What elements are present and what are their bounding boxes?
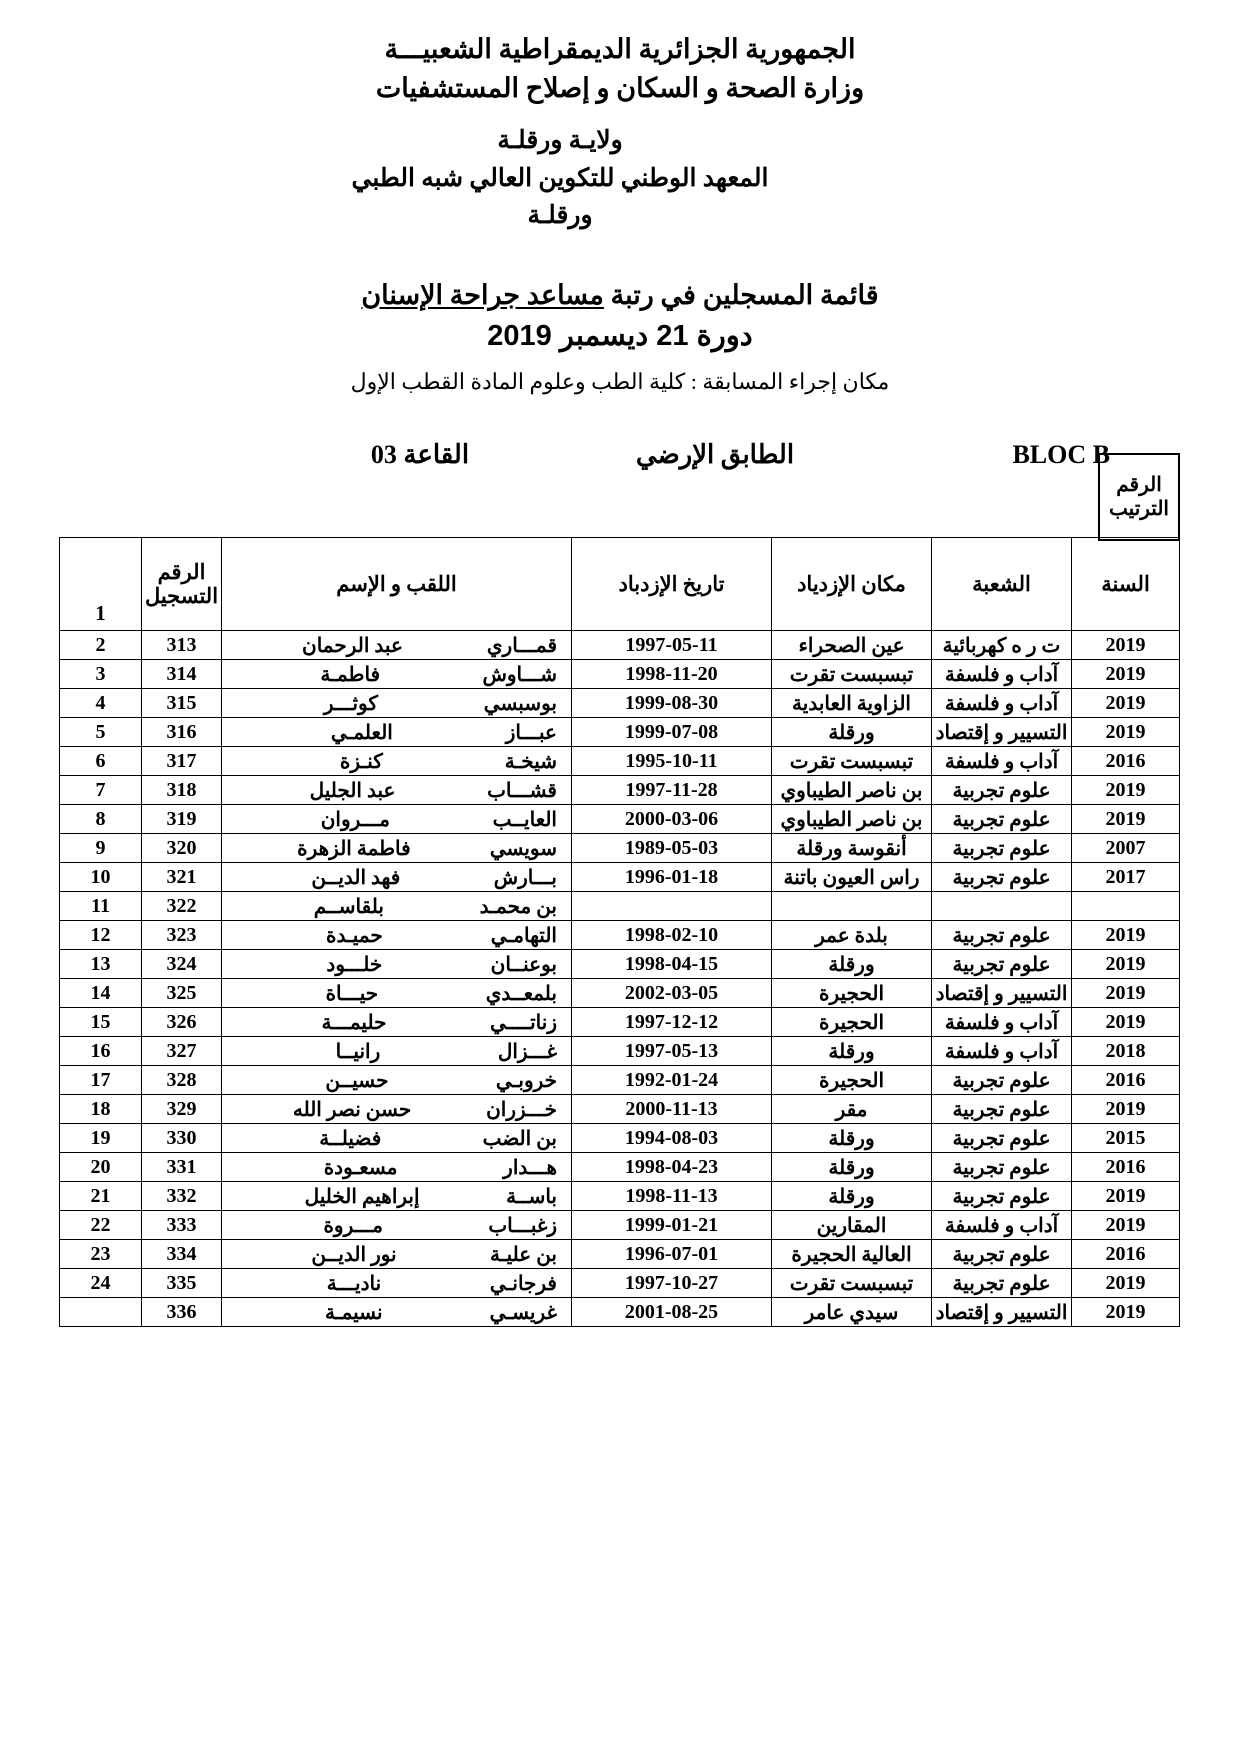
cell-pob: أنقوسة ورقلة xyxy=(772,834,932,863)
cell-dob: 1997-05-11 xyxy=(572,631,772,660)
cell-reg: 322 xyxy=(142,892,222,921)
name-last: بن عليـة xyxy=(490,1243,557,1266)
cell-rank: 19 xyxy=(60,1124,142,1153)
cell-dob: 1997-10-27 xyxy=(572,1269,772,1298)
cell-dob: 1998-11-20 xyxy=(572,660,772,689)
cell-year: 2016 xyxy=(1072,747,1180,776)
cell-name xyxy=(222,1182,572,1211)
cell-branch: ت ر ه كهربائية xyxy=(932,631,1072,660)
cell-reg: 329 xyxy=(142,1095,222,1124)
table-row xyxy=(60,1153,1180,1182)
name-last: التهامـي xyxy=(490,924,557,947)
cell-year: 2019 xyxy=(1072,921,1180,950)
cell-rank: 11 xyxy=(60,892,142,921)
cell-dob: 1995-10-11 xyxy=(572,747,772,776)
cell-reg: 321 xyxy=(142,863,222,892)
table-row xyxy=(60,747,1180,776)
table-body xyxy=(60,631,1180,1327)
title-block xyxy=(0,275,1240,400)
cell-reg: 319 xyxy=(142,805,222,834)
table-header-row xyxy=(60,538,1180,631)
cell-pob: الحجيرة xyxy=(772,1066,932,1095)
cell-branch: التسيير و إقتصاد xyxy=(932,718,1072,747)
cell-dob: 2002-03-05 xyxy=(572,979,772,1008)
cell-branch: علوم تجربية xyxy=(932,1095,1072,1124)
cell-reg: 315 xyxy=(142,689,222,718)
cell-name xyxy=(222,950,572,979)
page-title xyxy=(0,275,1240,316)
cell-branch: علوم تجربية xyxy=(932,1066,1072,1095)
cell-branch: آداب و فلسفة xyxy=(932,1037,1072,1066)
cell-pob: ورقلة xyxy=(772,1037,932,1066)
name-last: زناتــــي xyxy=(490,1011,557,1034)
cell-pob: سيدي عامر xyxy=(772,1298,932,1327)
cell-dob: 2000-11-13 xyxy=(572,1095,772,1124)
cell-reg: 327 xyxy=(142,1037,222,1066)
cell-reg: 320 xyxy=(142,834,222,863)
cell-rank: 13 xyxy=(60,950,142,979)
table-row xyxy=(60,1240,1180,1269)
cell-rank: 15 xyxy=(60,1008,142,1037)
table-row xyxy=(60,921,1180,950)
rank-header-line2: الترتيب xyxy=(1109,498,1169,520)
column-header-name: اللقب و الإسم xyxy=(222,538,572,631)
name-first: خلـــود xyxy=(326,953,383,976)
cell-name xyxy=(222,863,572,892)
registration-header-line1: الرقم xyxy=(157,559,206,584)
cell-pob: المقارين xyxy=(772,1211,932,1240)
cell-year: 2019 xyxy=(1072,631,1180,660)
name-first: حميـدة xyxy=(325,924,383,947)
name-last: سويسي xyxy=(489,837,557,860)
cell-pob: ورقلة xyxy=(772,718,932,747)
cell-dob: 1997-12-12 xyxy=(572,1008,772,1037)
cell-year: 2019 xyxy=(1072,805,1180,834)
name-first: حسن نصر الله xyxy=(292,1098,412,1121)
cell-name xyxy=(222,921,572,950)
table-row xyxy=(60,1211,1180,1240)
cell-reg: 331 xyxy=(142,1153,222,1182)
cell-pob: ورقلة xyxy=(772,950,932,979)
table-row xyxy=(60,863,1180,892)
name-last: خـــزران xyxy=(486,1098,557,1121)
cell-dob: 1998-02-10 xyxy=(572,921,772,950)
cell-pob: مقر xyxy=(772,1095,932,1124)
registration-header-line2: التسجيل xyxy=(144,584,219,608)
name-first: نسيمـة xyxy=(324,1301,383,1324)
cell-branch: علوم تجربية xyxy=(932,863,1072,892)
cell-dob: 1994-08-03 xyxy=(572,1124,772,1153)
venue-row xyxy=(0,440,1240,470)
cell-reg: 336 xyxy=(142,1298,222,1327)
rank-header-line1: الرقم xyxy=(1116,474,1162,496)
table-row xyxy=(60,1066,1180,1095)
cell-reg: 328 xyxy=(142,1066,222,1095)
table-row xyxy=(60,1095,1180,1124)
table-row xyxy=(60,718,1180,747)
cell-reg: 314 xyxy=(142,660,222,689)
table-row xyxy=(60,631,1180,660)
cell-pob: عين الصحراء xyxy=(772,631,932,660)
cell-year xyxy=(1072,892,1180,921)
cell-name xyxy=(222,834,572,863)
cell-branch: علوم تجربية xyxy=(932,1240,1072,1269)
cell-name xyxy=(222,1095,572,1124)
name-first: العلمـي xyxy=(330,721,393,744)
cell-reg: 313 xyxy=(142,631,222,660)
registration-header-inner xyxy=(142,560,221,608)
cell-name xyxy=(222,1298,572,1327)
cell-branch: آداب و فلسفة xyxy=(932,660,1072,689)
table-row xyxy=(60,950,1180,979)
cell-dob: 1999-07-08 xyxy=(572,718,772,747)
name-last: باســة xyxy=(506,1185,557,1208)
cell-rank: 3 xyxy=(60,660,142,689)
name-last: زغبـــاب xyxy=(488,1214,557,1237)
name-first: مـــروة xyxy=(323,1214,383,1237)
column-header-rank: 1 xyxy=(60,538,142,631)
table-row xyxy=(60,1037,1180,1066)
cell-dob: 1998-04-23 xyxy=(572,1153,772,1182)
venue-hall: القاعة 03 xyxy=(370,440,470,470)
cell-dob: 1992-01-24 xyxy=(572,1066,772,1095)
cell-pob: بلدة عمر xyxy=(772,921,932,950)
title-prefix: قائمة المسجلين في رتبة xyxy=(603,279,879,310)
cell-pob xyxy=(772,892,932,921)
name-last: غريسـي xyxy=(489,1301,557,1324)
cell-year: 2016 xyxy=(1072,1153,1180,1182)
name-first: حيـــاة xyxy=(325,982,379,1005)
cell-branch: علوم تجربية xyxy=(932,1153,1072,1182)
cell-rank: 9 xyxy=(60,834,142,863)
cell-name xyxy=(222,689,572,718)
name-last: بوعنــان xyxy=(490,953,557,976)
cell-rank: 4 xyxy=(60,689,142,718)
name-last: غـــزال xyxy=(497,1040,557,1063)
column-header-birth-date: تاريخ الإزدباد xyxy=(572,538,772,631)
cell-rank: 12 xyxy=(60,921,142,950)
cell-year: 2019 xyxy=(1072,718,1180,747)
cell-year: 2007 xyxy=(1072,834,1180,863)
cell-dob: 1997-11-28 xyxy=(572,776,772,805)
exam-place: مكان إجراء المسابقة : كلية الطب وعلوم المادة القطب الإول xyxy=(350,368,890,394)
column-header-birth-place: مكان الإزدياد xyxy=(772,538,932,631)
ministry-name: وزارة الصحة و السكان و إصلاح المستشفيات xyxy=(375,73,865,104)
name-last: بوسبسي xyxy=(483,692,557,715)
column-header-branch: الشعبة xyxy=(932,538,1072,631)
cell-pob: راس العيون باتنة xyxy=(772,863,932,892)
name-last: شيخـة xyxy=(504,750,557,773)
cell-dob: 1996-07-01 xyxy=(572,1240,772,1269)
cell-dob: 2001-08-25 xyxy=(572,1298,772,1327)
cell-year: 2019 xyxy=(1072,1298,1180,1327)
city-name: ورقلـة xyxy=(527,202,593,230)
cell-pob: بن ناصر الطيباوي xyxy=(772,776,932,805)
name-first: ناديـــة xyxy=(326,1272,382,1295)
cell-rank: 16 xyxy=(60,1037,142,1066)
cell-branch: آداب و فلسفة xyxy=(932,689,1072,718)
cell-branch: علوم تجربية xyxy=(932,1124,1072,1153)
cell-year: 2015 xyxy=(1072,1124,1180,1153)
name-first: فاطمـة xyxy=(320,663,381,686)
cell-year: 2019 xyxy=(1072,1095,1180,1124)
name-first: كنـزة xyxy=(339,750,383,773)
table-row xyxy=(60,1269,1180,1298)
rank-column-header-box xyxy=(1098,453,1180,541)
institute-name: المعهد الوطني للتكوين العالي شبه الطبي xyxy=(351,164,769,192)
cell-pob: ورقلة xyxy=(772,1182,932,1211)
cell-year: 2016 xyxy=(1072,1240,1180,1269)
cell-year: 2019 xyxy=(1072,1182,1180,1211)
name-first: بلقاســم xyxy=(313,895,384,918)
name-last: قمـــاري xyxy=(486,634,557,657)
table-row xyxy=(60,1298,1180,1327)
cell-name xyxy=(222,718,572,747)
cell-rank: 18 xyxy=(60,1095,142,1124)
cell-reg: 335 xyxy=(142,1269,222,1298)
cell-year: 2019 xyxy=(1072,689,1180,718)
name-last: بلمعــدي xyxy=(485,982,557,1005)
cell-year: 2019 xyxy=(1072,1211,1180,1240)
name-first: إبراهيم الخليل xyxy=(304,1185,420,1208)
cell-branch: علوم تجربية xyxy=(932,805,1072,834)
name-last: قشـــاب xyxy=(487,779,557,802)
cell-pob: تبسبست تقرت xyxy=(772,1269,932,1298)
name-last: خروبـي xyxy=(495,1069,557,1092)
cell-year: 2017 xyxy=(1072,863,1180,892)
cell-dob: 2000-03-06 xyxy=(572,805,772,834)
cell-year: 2019 xyxy=(1072,660,1180,689)
cell-year: 2019 xyxy=(1072,776,1180,805)
name-first: مـــروان xyxy=(320,808,390,831)
name-last: بن الضب xyxy=(482,1127,557,1150)
cell-name xyxy=(222,979,572,1008)
cell-pob: الحجيرة xyxy=(772,979,932,1008)
table-row xyxy=(60,979,1180,1008)
cell-rank: 2 xyxy=(60,631,142,660)
cell-name xyxy=(222,1269,572,1298)
cell-branch: آداب و فلسفة xyxy=(932,747,1072,776)
cell-reg: 324 xyxy=(142,950,222,979)
table-row xyxy=(60,1008,1180,1037)
cell-name xyxy=(222,1240,572,1269)
cell-pob: تبسبست تقرت xyxy=(772,747,932,776)
table-row xyxy=(60,892,1180,921)
cell-dob: 1996-01-18 xyxy=(572,863,772,892)
cell-name xyxy=(222,776,572,805)
name-last: بن محمـد xyxy=(479,895,557,918)
venue-bloc: BLOC B xyxy=(1012,440,1110,470)
masthead xyxy=(0,0,1240,108)
cell-name xyxy=(222,631,572,660)
cell-dob: 1997-05-13 xyxy=(572,1037,772,1066)
cell-year: 2018 xyxy=(1072,1037,1180,1066)
name-first: حسيــن xyxy=(325,1069,389,1092)
cell-name xyxy=(222,1008,572,1037)
cell-branch: آداب و فلسفة xyxy=(932,1211,1072,1240)
cell-pob: الحجيرة xyxy=(772,1008,932,1037)
cell-pob: العالية الحجيرة xyxy=(772,1240,932,1269)
cell-rank: 20 xyxy=(60,1153,142,1182)
country-name: الجمهورية الجزائرية الديمقراطية الشعبيـــة xyxy=(384,34,856,64)
cell-rank: 7 xyxy=(60,776,142,805)
column-header-year: السنة xyxy=(1072,538,1180,631)
column-header-registration xyxy=(142,538,222,631)
name-first: فهد الديــن xyxy=(311,866,401,889)
cell-branch: التسيير و إقتصاد xyxy=(932,1298,1072,1327)
wilaya-name: ولايـة ورقلـة xyxy=(497,127,623,155)
cell-rank xyxy=(60,1298,142,1327)
name-first: كوثـــر xyxy=(323,692,378,715)
name-last: عبـــاز xyxy=(505,721,557,744)
table-header xyxy=(60,538,1180,631)
name-last: العايــب xyxy=(492,808,557,831)
cell-reg: 317 xyxy=(142,747,222,776)
cell-branch: علوم تجربية xyxy=(932,921,1072,950)
table-row xyxy=(60,660,1180,689)
cell-reg: 332 xyxy=(142,1182,222,1211)
cell-reg: 323 xyxy=(142,921,222,950)
cell-branch: التسيير و إقتصاد xyxy=(932,979,1072,1008)
cell-name xyxy=(222,1066,572,1095)
cell-rank: 8 xyxy=(60,805,142,834)
cell-rank: 6 xyxy=(60,747,142,776)
cell-name xyxy=(222,1211,572,1240)
cell-dob xyxy=(572,892,772,921)
cell-dob: 1989-05-03 xyxy=(572,834,772,863)
cell-rank: 17 xyxy=(60,1066,142,1095)
registrants-table xyxy=(59,537,1180,1327)
name-first: نور الديــن xyxy=(311,1243,397,1266)
venue-floor: الطابق الإرضي xyxy=(635,440,795,470)
cell-branch xyxy=(932,892,1072,921)
cell-rank: 5 xyxy=(60,718,142,747)
cell-pob: تبسبست تقرت xyxy=(772,660,932,689)
name-last: شـــاوش xyxy=(482,663,557,686)
cell-pob: بن ناصر الطيباوي xyxy=(772,805,932,834)
cell-rank: 24 xyxy=(60,1269,142,1298)
cell-reg: 325 xyxy=(142,979,222,1008)
cell-name xyxy=(222,805,572,834)
cell-branch: علوم تجربية xyxy=(932,776,1072,805)
cell-pob: الزاوية العابدية xyxy=(772,689,932,718)
cell-reg: 326 xyxy=(142,1008,222,1037)
table-row xyxy=(60,776,1180,805)
cell-name xyxy=(222,1153,572,1182)
registrants-table-wrap xyxy=(60,537,1180,1327)
session-label: دورة 21 ديسمبر 2019 xyxy=(487,320,753,353)
cell-name xyxy=(222,1124,572,1153)
cell-dob: 1999-08-30 xyxy=(572,689,772,718)
cell-pob: ورقلة xyxy=(772,1153,932,1182)
cell-rank: 22 xyxy=(60,1211,142,1240)
cell-rank: 14 xyxy=(60,979,142,1008)
name-last: فرجانـي xyxy=(489,1272,557,1295)
name-first: مسعـودة xyxy=(323,1156,398,1179)
cell-name xyxy=(222,892,572,921)
cell-name xyxy=(222,747,572,776)
table-row xyxy=(60,689,1180,718)
cell-reg: 334 xyxy=(142,1240,222,1269)
cell-year: 2016 xyxy=(1072,1066,1180,1095)
organization-block xyxy=(0,122,1120,235)
cell-year: 2019 xyxy=(1072,1008,1180,1037)
cell-year: 2019 xyxy=(1072,1269,1180,1298)
cell-pob: ورقلة xyxy=(772,1124,932,1153)
cell-dob: 1999-01-21 xyxy=(572,1211,772,1240)
cell-rank: 10 xyxy=(60,863,142,892)
name-first: عبد الرحمان xyxy=(302,634,403,657)
cell-reg: 333 xyxy=(142,1211,222,1240)
cell-branch: علوم تجربية xyxy=(932,950,1072,979)
cell-branch: علوم تجربية xyxy=(932,834,1072,863)
cell-rank: 23 xyxy=(60,1240,142,1269)
cell-branch: آداب و فلسفة xyxy=(932,1008,1072,1037)
table-row xyxy=(60,1124,1180,1153)
cell-reg: 330 xyxy=(142,1124,222,1153)
name-last: هـــدار xyxy=(503,1156,557,1179)
cell-branch: علوم تجربية xyxy=(932,1182,1072,1211)
cell-year: 2019 xyxy=(1072,979,1180,1008)
name-last: بـــارش xyxy=(493,866,557,889)
cell-branch: علوم تجربية xyxy=(932,1269,1072,1298)
table-row xyxy=(60,1182,1180,1211)
name-first: فضيلــة xyxy=(319,1127,382,1150)
cell-name xyxy=(222,1037,572,1066)
name-first: فاطمة الزهرة xyxy=(297,837,411,860)
name-first: حليمـــة xyxy=(321,1011,387,1034)
table-row xyxy=(60,805,1180,834)
cell-dob: 1998-04-15 xyxy=(572,950,772,979)
cell-year: 2019 xyxy=(1072,950,1180,979)
name-first: عبد الجليل xyxy=(309,779,396,802)
cell-rank: 21 xyxy=(60,1182,142,1211)
table-row xyxy=(60,834,1180,863)
cell-reg: 318 xyxy=(142,776,222,805)
title-rank: مساعد جراحة الإسنان xyxy=(361,279,604,310)
cell-reg: 316 xyxy=(142,718,222,747)
cell-name xyxy=(222,660,572,689)
name-first: رانيــا xyxy=(335,1040,381,1063)
cell-dob: 1998-11-13 xyxy=(572,1182,772,1211)
